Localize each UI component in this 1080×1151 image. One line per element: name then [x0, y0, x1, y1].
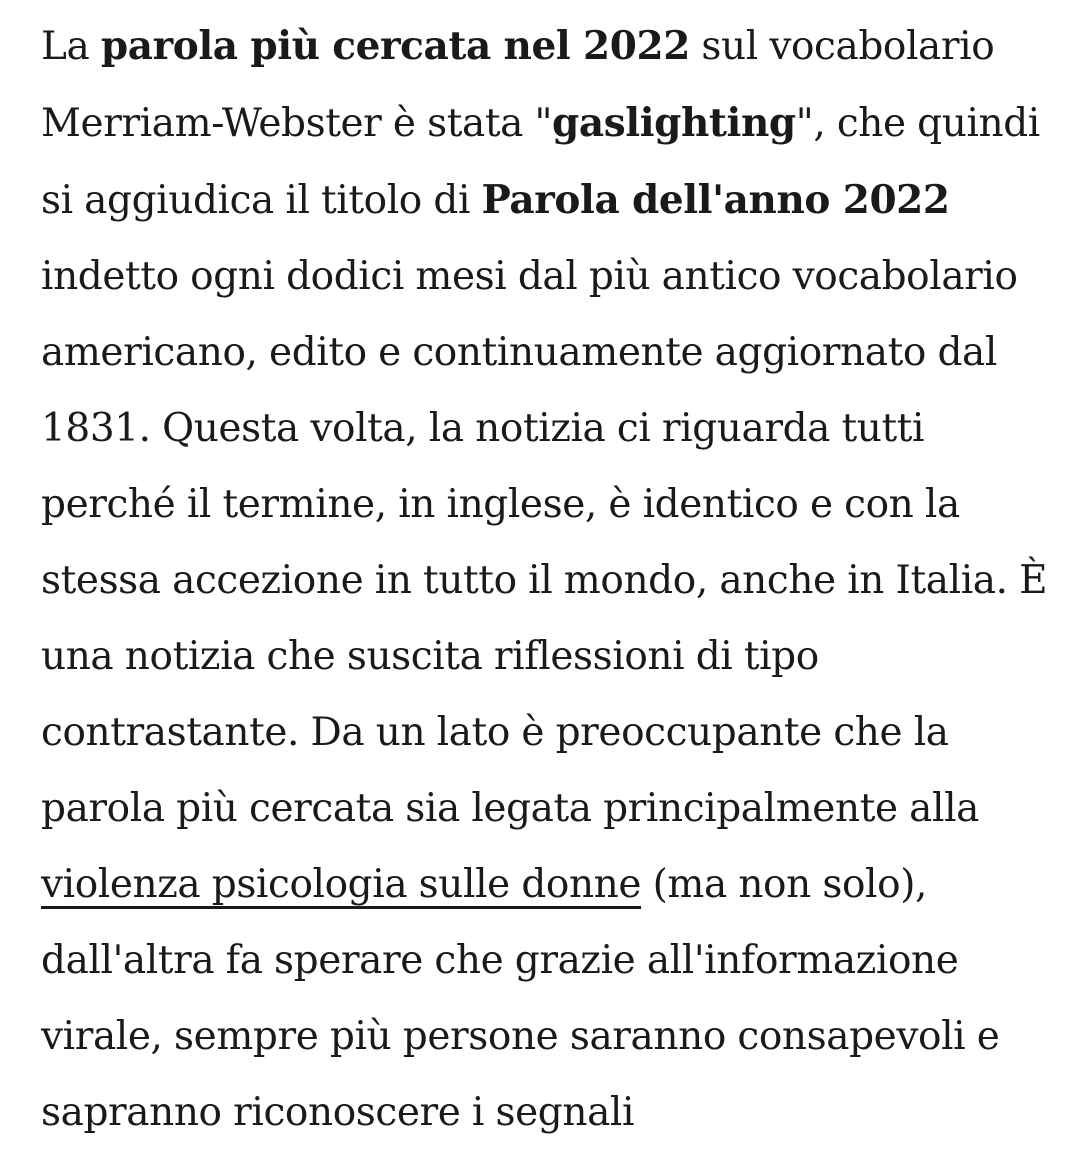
- bold-phrase-most-searched-word: parola più cercata nel 2022: [100, 23, 690, 69]
- text-segment: ", che quindi si aggiudica il titolo di: [41, 101, 1040, 223]
- bold-word-gaslighting: gaslighting: [551, 100, 796, 146]
- text-segment: sul vocabolario Merriam-Webster è stata ": [41, 24, 995, 146]
- text-segment: indetto ogni dodici mesi dal più antico vocabolario americano, edito e continuamente aggiornato dal 1831. Questa volta, la notizia ci riguarda tutti perché il termine, in inglese, è identico e con la stessa accezione in tutto il mondo, anche in Italia. È una notizia che suscita riflessioni di tipo contrastante. Da un lato è preoccupante che la parola più cercata sia legata principalmente alla: [41, 254, 1048, 831]
- link-violenza-psicologica[interactable]: violenza psicologia sulle donne: [41, 862, 642, 907]
- text-segment: La: [41, 24, 101, 69]
- article-paragraph: [41, 8, 1066, 1151]
- bold-phrase-word-of-the-year: Parola dell'anno 2022: [481, 177, 950, 223]
- text-segment: (ma non solo), dall'altra fa sperare che grazie all'informazione virale, sempre più persone saranno consapevoli e sapranno riconoscere i segnali: [41, 862, 1000, 1135]
